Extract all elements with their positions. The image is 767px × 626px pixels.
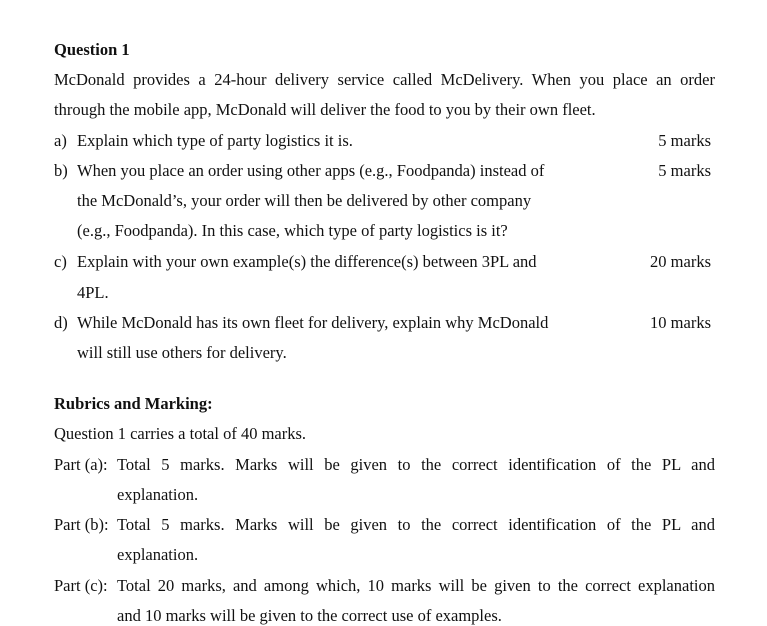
part-d-label: d) — [54, 313, 68, 332]
part-c-marks: 20 marks — [650, 252, 711, 271]
part-d-line-1: While McDonald has its own fleet for delivery, explain why McDonald — [77, 313, 549, 332]
rubric-a-line-1: Total 5 marks. Marks will be given to the correct identification of the PL and — [117, 455, 715, 474]
part-a-line-1: Explain which type of party logistics it is. — [77, 131, 353, 150]
rubric-b-label: Part (b): — [54, 515, 109, 534]
rubric-c-line-2: and 10 marks will be given to the correct use of examples. — [117, 606, 502, 625]
question-intro-line-2: through the mobile app, McDonald will deliver the food to you by their own fleet. — [54, 100, 596, 119]
part-a-marks: 5 marks — [658, 131, 711, 150]
rubric-a-line-2: explanation. — [117, 485, 199, 504]
part-d-line-2: will still use others for delivery. — [77, 343, 287, 362]
question-intro-line-1: McDonald provides a 24-hour delivery service called McDelivery. When you place an order — [54, 70, 715, 89]
part-c-line-1: Explain with your own example(s) the difference(s) between 3PL and — [77, 252, 537, 271]
question-title: Question 1 — [54, 40, 130, 59]
part-b-line-3: (e.g., Foodpanda). In this case, which type of party logistics is it? — [77, 221, 508, 240]
part-c-label: c) — [54, 252, 67, 271]
part-b-line-1: When you place an order using other apps (e.g., Foodpanda) instead of — [77, 161, 545, 180]
rubric-a-label: Part (a): — [54, 455, 108, 474]
rubric-c-line-1: Total 20 marks, and among which, 10 marks will be given to the correct explanation — [117, 576, 715, 595]
rubric-b-line-2: explanation. — [117, 545, 199, 564]
rubric-c-label: Part (c): — [54, 576, 108, 595]
part-a-label: a) — [54, 131, 67, 150]
rubrics-title: Rubrics and Marking: — [54, 394, 213, 413]
part-c-line-2: 4PL. — [77, 283, 109, 302]
rubric-b-line-1: Total 5 marks. Marks will be given to the correct identification of the PL and — [117, 515, 715, 534]
part-d-marks: 10 marks — [650, 313, 711, 332]
part-b-label: b) — [54, 161, 68, 180]
part-b-marks: 5 marks — [658, 161, 711, 180]
part-b-line-2: the McDonald’s, your order will then be delivered by other company — [77, 191, 532, 210]
rubrics-total: Question 1 carries a total of 40 marks. — [54, 424, 307, 443]
